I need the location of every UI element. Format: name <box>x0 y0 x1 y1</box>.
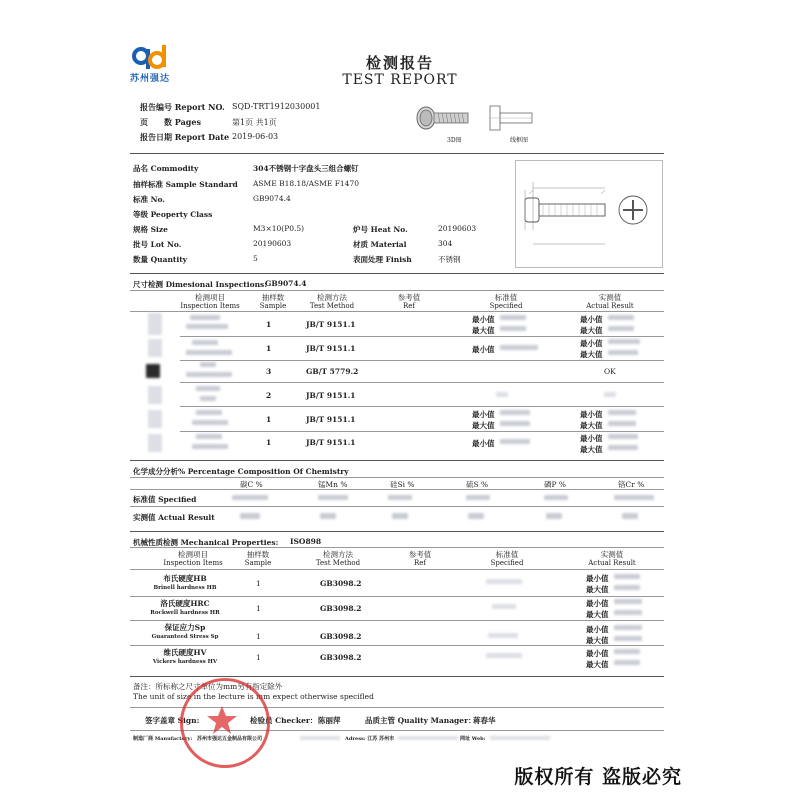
dim-sample: 1 <box>266 344 272 353</box>
obscured-image <box>148 410 162 428</box>
obscured-text <box>186 350 232 355</box>
dim-act-min: 最小值 <box>580 410 603 419</box>
obscured-value <box>232 495 268 500</box>
obscured-value <box>500 315 526 320</box>
col-sample-en: Sample <box>259 302 287 310</box>
mechanical-heading: 机械性质检测 Mechanical Properties: <box>133 538 279 547</box>
obscured-value <box>614 625 642 630</box>
obscured-value <box>608 410 636 415</box>
mech-sample: 1 <box>256 604 261 613</box>
dim-sample: 2 <box>266 391 272 400</box>
col-ref-en: Ref <box>402 302 415 310</box>
heat-label: 炉号 Heat No. <box>353 225 408 234</box>
screw-technical-drawing <box>515 160 663 268</box>
obscured-value <box>614 636 642 641</box>
web-label: 网址 Web: <box>460 736 486 742</box>
mech-item-en: Rockwell hardness HR <box>150 610 220 616</box>
dim-spec-min: 最小值 <box>472 410 495 419</box>
report-date-label: 报告日期 Report Date <box>140 132 230 142</box>
divider <box>130 531 664 532</box>
element-p: 磷P % <box>544 480 567 489</box>
mech-item-cn: 洛氏硬度HRC <box>160 599 210 608</box>
divider <box>130 273 664 274</box>
mech-item-cn: 保证应力Sp <box>164 623 206 632</box>
standard-label: 抽样标准 Sample Standard <box>133 180 238 189</box>
dim-method: JB/T 9151.1 <box>306 320 356 329</box>
standard-value: ASME B18.18/ASME F1470 <box>253 179 359 188</box>
manager-label: 品质主管 Quality Manager： <box>365 716 476 725</box>
obscured-value <box>614 649 640 654</box>
dim-method: GB/T 5779.2 <box>306 367 359 376</box>
obscured-value <box>466 495 490 500</box>
obscured-image <box>148 434 162 452</box>
copyright-watermark: 版权所有 盗版必究 <box>514 766 682 788</box>
obscured-value <box>392 513 408 519</box>
obscured-value <box>320 513 336 519</box>
obscured-value <box>608 434 638 439</box>
row-divider <box>180 382 664 383</box>
dim-act-result: OK <box>604 367 616 376</box>
quantity-label: 数量 Quantity <box>133 255 188 264</box>
dim-sample: 3 <box>266 367 272 376</box>
mech-sample: 1 <box>256 632 261 641</box>
mech-item-cn: 维氏硬度HV <box>163 648 207 657</box>
star-icon <box>205 703 239 737</box>
row-divider <box>130 645 664 646</box>
obscured-text <box>192 340 218 345</box>
obscured-image <box>148 339 162 357</box>
mcol-actual-en: Actual Result <box>588 559 636 567</box>
dim-method: JB/T 9151.1 <box>306 415 356 424</box>
dimensional-heading: 尺寸检测 Dimesional Inspections: <box>133 280 268 289</box>
dim-act-min: 最小值 <box>580 315 603 324</box>
lot-value: 20190603 <box>253 239 292 248</box>
report-no-label: 报告编号 Report NO. <box>140 102 225 112</box>
obscured-value <box>614 599 642 604</box>
obscured-value <box>614 574 640 579</box>
row-divider <box>180 360 664 361</box>
screw-wireframe-image <box>488 104 534 132</box>
dimensional-standard: GB9074.4 <box>265 279 307 288</box>
chem-actual-label: 实测值 Actual Result <box>133 513 215 522</box>
obscured-text <box>186 372 232 377</box>
report-date-value: 2019-06-03 <box>232 132 279 141</box>
mcol-ref-en: Ref <box>413 559 426 567</box>
dim-act-min: 最小值 <box>580 339 603 348</box>
col-spec-cn: 标准值 <box>494 293 518 302</box>
col-ref-cn: 参考值 <box>397 293 421 302</box>
row-divider <box>180 431 664 432</box>
mcol-spec-cn: 标准值 <box>495 550 519 559</box>
obscured-value <box>608 326 634 331</box>
obscured-text <box>192 444 228 449</box>
dim-spec-max: 最大值 <box>472 421 495 430</box>
view-3d-label: 3D图 <box>447 137 462 144</box>
obscured-text <box>200 362 216 367</box>
obscured-value <box>486 579 522 584</box>
view-wire-label: 线框图 <box>510 137 529 144</box>
col-actual-en: Actual Result <box>586 302 634 310</box>
commodity-label: 品名 Commodity <box>133 164 199 173</box>
obscured-value <box>608 421 636 426</box>
obscured-value <box>488 633 518 638</box>
mcol-sample-cn: 抽样数 <box>246 550 270 559</box>
divider <box>130 569 664 570</box>
checker-label: 检验员 Checker： <box>250 716 318 725</box>
dim-spec-min: 最小值 <box>472 345 495 354</box>
divider <box>130 676 664 677</box>
dim-sample: 1 <box>266 438 272 447</box>
mcol-ref-cn: 参考值 <box>408 550 432 559</box>
obscured-value <box>608 339 640 344</box>
obscured-value <box>496 392 508 397</box>
obscured-text <box>190 315 220 320</box>
pages-label: 页 数 Pages <box>140 117 201 127</box>
quantity-value: 5 <box>253 254 258 263</box>
dim-method: JB/T 9151.1 <box>306 344 356 353</box>
dim-act-min: 最小值 <box>580 434 603 443</box>
mcol-method-en: Test Method <box>315 559 361 567</box>
manufacturer-name: 苏州市强达五金制品有限公司 <box>197 736 263 742</box>
mechanical-standard: ISO898 <box>290 537 322 546</box>
mech-act-max: 最大值 <box>586 636 609 645</box>
element-si: 硅Si % <box>390 480 415 489</box>
checker-name: 陈丽萍 <box>318 716 341 725</box>
col-method-en: Test Method <box>309 302 355 310</box>
dim-method: JB/T 9151.1 <box>306 438 356 447</box>
material-label: 材质 Material <box>353 240 407 249</box>
mcol-spec-en: Specified <box>490 559 524 567</box>
chem-specified-label: 标准值 Specified <box>133 495 197 504</box>
obscured-value <box>608 315 634 320</box>
dim-act-max: 最大值 <box>580 421 603 430</box>
property-class-label: 等级 Peoperty Class <box>133 210 213 219</box>
commodity-value: 304不锈钢十字盘头三组合螺钉 <box>253 164 359 173</box>
dim-sample: 1 <box>266 320 272 329</box>
dim-act-max: 最大值 <box>580 445 603 454</box>
obscured-value <box>468 513 484 519</box>
element-s: 硫S % <box>466 480 489 489</box>
obscured-value <box>388 495 412 500</box>
obscured-value <box>608 350 638 355</box>
dim-act-max: 最大值 <box>580 326 603 335</box>
col-spec-en: Specified <box>489 302 523 310</box>
obscured-text <box>196 386 220 391</box>
mech-act-max: 最大值 <box>586 585 609 594</box>
mcol-sample-en: Sample <box>244 559 272 567</box>
logo-text: 苏州强达 <box>130 74 171 84</box>
report-title-en: TEST REPORT <box>342 72 458 88</box>
obscured-text <box>196 410 222 415</box>
obscured-text <box>196 434 222 439</box>
obscured-image <box>148 313 162 335</box>
mech-act-max: 最大值 <box>586 610 609 619</box>
col-items-en: Inspection Items <box>180 302 240 310</box>
element-mn: 锰Mn % <box>318 480 348 489</box>
dim-spec-min: 最小值 <box>472 315 495 324</box>
mech-sample: 1 <box>256 653 261 662</box>
mech-act-max: 最大值 <box>586 660 609 669</box>
heat-value: 20190603 <box>438 224 477 233</box>
obscured-value <box>622 513 638 519</box>
mech-sample: 1 <box>256 579 261 588</box>
sign-label: 签字盖章 Sign: <box>145 716 200 725</box>
obscured-value <box>240 513 260 519</box>
mech-item-en: Brinell hardness HB <box>153 585 217 591</box>
element-cr: 铬Cr % <box>618 480 645 489</box>
obscured-image <box>146 364 160 378</box>
obscured-text <box>186 324 228 329</box>
divider <box>130 506 664 507</box>
mech-method: GB3098.2 <box>320 579 362 588</box>
mech-act-min: 最小值 <box>586 574 609 583</box>
obscured-text <box>300 736 340 740</box>
size-value: M3×10(P0.5) <box>253 224 305 233</box>
obscured-image <box>148 386 162 404</box>
mech-method: GB3098.2 <box>320 632 362 641</box>
col-method-cn: 检测方法 <box>317 293 347 302</box>
mech-item-cn: 布氏硬度HB <box>163 574 207 583</box>
mech-method: GB3098.2 <box>320 653 362 662</box>
finish-label: 表面处理 Finish <box>353 255 412 264</box>
obscured-value <box>318 495 348 500</box>
mech-act-min: 最小值 <box>586 649 609 658</box>
manufacturer-label: 制造厂商 Manufactory: <box>133 736 193 742</box>
divider <box>130 290 664 291</box>
screw-3d-image <box>412 102 472 134</box>
divider <box>130 547 664 548</box>
divider <box>130 311 664 312</box>
mech-method: GB3098.2 <box>320 604 362 613</box>
mcol-items-cn: 检测项目 <box>178 550 208 559</box>
row-divider <box>180 406 664 407</box>
address-label: Adress: 江苏 苏州市 <box>345 736 395 742</box>
dim-method: JB/T 9151.1 <box>306 391 356 400</box>
col-items-cn: 检测项目 <box>195 293 225 302</box>
row-divider <box>130 620 664 621</box>
obscured-value <box>614 660 640 665</box>
obscured-value <box>604 392 616 397</box>
element-c: 碳C % <box>240 480 263 489</box>
mech-act-min: 最小值 <box>586 625 609 634</box>
material-value: 304 <box>438 239 453 248</box>
divider <box>130 477 664 478</box>
std-no-value: GB9074.4 <box>253 194 291 203</box>
mcol-method-cn: 检测方法 <box>323 550 353 559</box>
obscured-value <box>500 345 538 350</box>
obscured-text <box>192 420 228 425</box>
dim-act-max: 最大值 <box>580 350 603 359</box>
size-label: 规格 Size <box>133 225 168 234</box>
obscured-value <box>500 410 530 415</box>
obscured-text <box>490 736 550 740</box>
finish-value: 不锈钢 <box>438 255 461 264</box>
divider <box>130 489 664 490</box>
col-actual-cn: 实测值 <box>598 293 622 302</box>
obscured-text <box>398 736 458 740</box>
obscured-value <box>614 610 642 615</box>
obscured-value <box>614 495 654 500</box>
row-divider <box>130 596 664 597</box>
row-divider <box>180 336 664 337</box>
remarks-cn: 备注：所标称之尺寸单位为mm另有指定除外 <box>133 682 283 691</box>
dim-spec-min: 最小值 <box>472 439 495 448</box>
obscured-value <box>500 421 530 426</box>
obscured-value <box>500 439 530 444</box>
mech-item-en: Guaranteed Stress Sp <box>151 634 219 640</box>
obscured-value <box>486 653 522 658</box>
remarks-en: The unit of size in the lecture is mm expect otherwise specifled <box>133 692 374 701</box>
chemistry-heading: 化学成分分析% Percentage Composition Of Chemistry <box>133 467 349 476</box>
mech-act-min: 最小值 <box>586 599 609 608</box>
dim-sample: 1 <box>266 415 272 424</box>
report-no-value: SQD-TRT1912030001 <box>232 102 321 111</box>
obscured-value <box>492 604 516 609</box>
obscured-value <box>546 513 562 519</box>
obscured-value <box>500 326 526 331</box>
col-sample-cn: 抽样数 <box>261 293 285 302</box>
obscured-value <box>614 585 640 590</box>
mech-item-en: Vickers hardness HV <box>152 659 218 665</box>
dim-spec-max: 最大值 <box>472 326 495 335</box>
mcol-actual-cn: 实测值 <box>600 550 624 559</box>
report-title-cn: 检测报告 <box>365 54 434 72</box>
obscured-text <box>200 396 216 401</box>
divider <box>130 460 664 461</box>
divider <box>130 153 664 154</box>
obscured-value <box>608 445 638 450</box>
pages-value: 第1页 共1页 <box>232 118 277 127</box>
mcol-items-en: Inspection Items <box>163 559 223 567</box>
lot-label: 批号 Lot No. <box>133 240 182 249</box>
obscured-value <box>544 495 568 500</box>
manager-name: 蒋春华 <box>473 716 496 725</box>
std-no-label: 标准 No. <box>133 195 165 204</box>
